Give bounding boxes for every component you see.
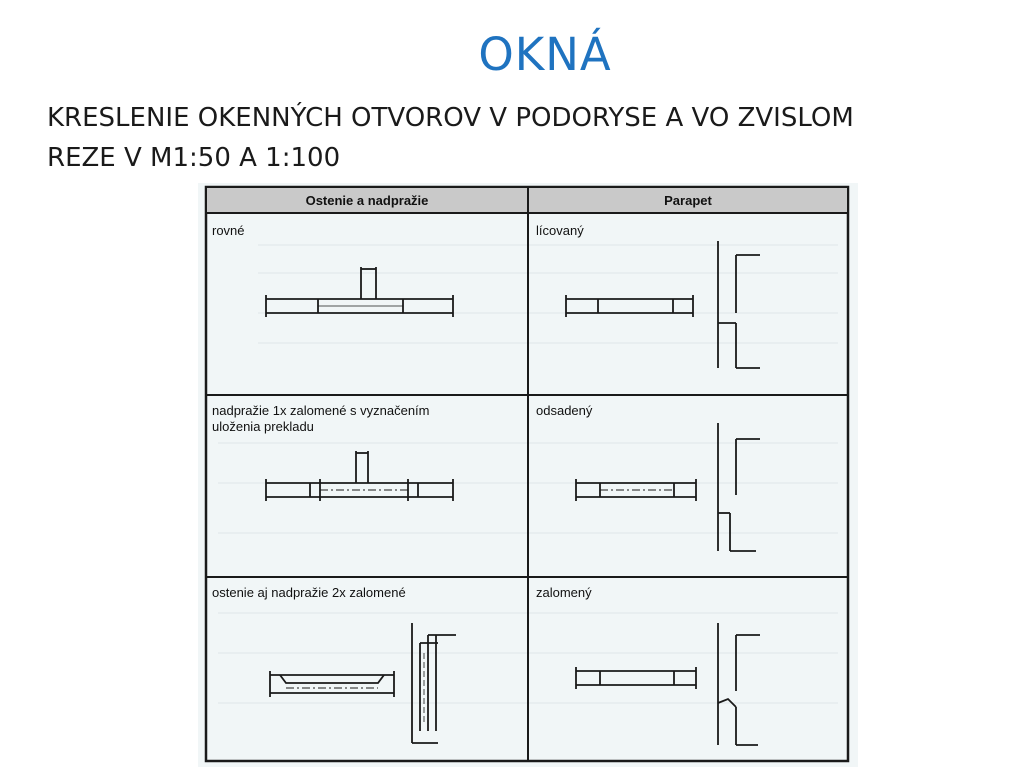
label-nadprazie-line-2: uloženia prekladu <box>212 419 314 434</box>
subtitle-line-2: REZE V M1:50 A 1:100 <box>47 143 341 173</box>
drawing-table-svg <box>198 183 858 767</box>
slide-title: OKNÁ <box>478 28 612 81</box>
label-odsadeny: odsadený <box>536 403 593 418</box>
drawing-zalomeny <box>576 623 760 745</box>
window-drawing-table-image <box>198 183 858 767</box>
subtitle-line-1: KRESLENIE OKENNÝCH OTVOROV V PODORYSE A VO ZVISLOM <box>47 103 854 133</box>
drawing-nadprazie-1x <box>266 451 453 501</box>
drawing-odsadeny <box>576 423 760 551</box>
label-rovne: rovné <box>212 223 245 238</box>
label-nadprazie-1x <box>212 403 430 435</box>
header-ostenie: Ostenie a nadpražie <box>305 193 429 208</box>
label-zalomeny: zalomený <box>536 585 592 600</box>
slide-subtitle <box>47 98 947 178</box>
label-ostenie-2x: ostenie aj nadpražie 2x zalomené <box>212 585 406 600</box>
drawing-ostenie-2x <box>270 623 456 743</box>
label-licovany: lícovaný <box>536 223 584 238</box>
drawing-licovany <box>566 241 760 368</box>
label-nadprazie-line-1: nadpražie 1x zalomené s vyznačením <box>212 403 430 418</box>
drawing-rovne <box>266 267 453 317</box>
header-parapet: Parapet <box>664 193 712 208</box>
